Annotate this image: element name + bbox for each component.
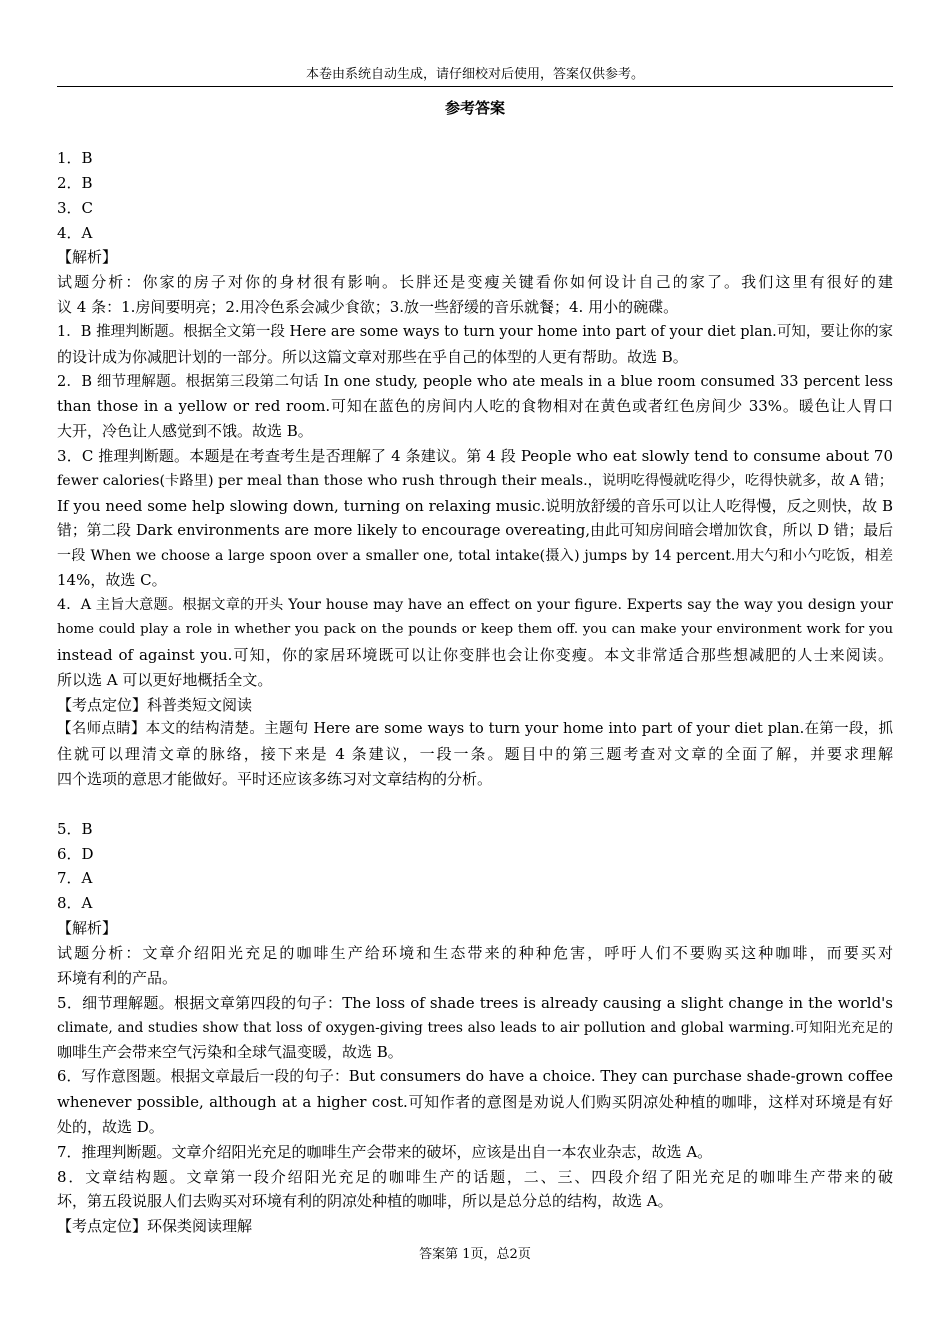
analysis-line: climate, and studies show that loss of oxygen-giving trees also leads to air pollution and global warming.可知阳光充足的: [57, 1019, 893, 1036]
teacher-note-line: 【名师点睛】本文的结构清楚。主题句 Here are some ways to turn your home into part of your diet plan.在第一段，抓: [57, 721, 893, 738]
analysis-line: 8．文章结构题。文章第一段介绍阳光充足的咖啡生产的话题，二、三、四段介绍了阳光充足的咖啡生产带来的破: [57, 1167, 893, 1186]
analysis-line: 7．推理判断题。文章介绍阳光充足的咖啡生产会带来的破坏，应该是出自一本农业杂志，故选 A。: [57, 1142, 713, 1161]
analysis-line: 的设计成为你减肥计划的一部分。所以这篇文章对那些在乎自己的体型的人更有帮助。故选 B。: [57, 347, 688, 366]
analysis-line: 咖啡生产会带来空气污染和全球气温变暖，故选 B。: [57, 1043, 403, 1062]
document-title: 参考答案: [444, 99, 505, 117]
analysis-tag: 【解析】: [57, 919, 118, 938]
answer-item: 8．A: [57, 894, 93, 913]
analysis-line: 环境有利的产品。: [57, 968, 178, 987]
page-footer: 答案第 1页，总2页: [419, 1247, 531, 1262]
analysis-line: 6．写作意图题。根据文章最后一段的句子：But consumers do have a choice. They can purchase shade-grown coffee: [57, 1068, 893, 1086]
analysis-line: home could play a role in whether you pack on the pounds or keep them off. you can make your environment work for you: [57, 622, 893, 638]
analysis-line: 2．B 细节理解题。根据第三段第二句话 In one study, people who ate meals in a blue room consumed 33 percent less: [57, 373, 893, 390]
section-spacer: [57, 792, 893, 817]
analysis-line: 14%，故选 C。: [57, 571, 167, 590]
analysis-line: 试题分析：文章介绍阳光充足的咖啡生产给环境和生态带来的种种危害，呼吁人们不要购买这种咖啡，而要买对: [57, 944, 893, 962]
analysis-line: fewer calories(卡路里) per meal than those who rush through their meals.，说明吃得慢就吃得少，吃得快就多，故 A 错；: [57, 472, 893, 489]
analysis-line: whenever possible, although at a higher cost.可知作者的意图是劝说人们购买阴凉处种植的咖啡，这样对环境是有好: [57, 1093, 893, 1112]
header-rule: [57, 86, 893, 87]
analysis-line: 试题分析：你家的房子对你的身材很有影响。长胖还是变瘦关键看你如何设计自己的家了。我们这里有很好的建: [57, 273, 893, 292]
topic-location: 【考点定位】科普类短文阅读: [57, 695, 253, 714]
analysis-line: 错；第二段 Dark environments are more likely to encourage overeating,由此可知房间暗会增加饮食，所以 D 错；最后: [57, 521, 893, 539]
answer-content: [57, 146, 893, 1239]
teacher-note-line: 住就可以理清文章的脉络，接下来是 4 条建议，一段一条。题目中的第三题考查对文章的全面了解，并要求理解: [57, 745, 893, 764]
analysis-line: 5．细节理解题。根据文章第四段的句子：The loss of shade trees is already causing a slight change in the world's: [57, 993, 893, 1012]
analysis-line: 坏，第五段说服人们去购买对环境有利的阴凉处种植的咖啡，所以是总分总的结构，故选 A。: [57, 1192, 673, 1211]
analysis-line: than those in a yellow or red room.可知在蓝色的房间内人吃的食物相对在黄色或者红色房间少 33%。暖色让人胃口: [57, 397, 893, 416]
analysis-line: 议 4 条：1.房间要明亮；2.用冷色系会减少食欲；3.放一些舒缓的音乐就餐；4. 用小的碗碟。: [57, 298, 679, 317]
teacher-note-line: 四个选项的意思才能做好。平时还应该多练习对文章结构的分析。: [57, 770, 493, 789]
answer-item: 5．B: [57, 819, 93, 838]
analysis-line: 处的，故选 D。: [57, 1117, 164, 1136]
analysis-line: 一段 When we choose a large spoon over a smaller one, total intake(摄入) jumps by 14 percent.用大勺和小勺吃饭，相差: [57, 547, 893, 564]
analysis-line: instead of against you.可知，你的家居环境既可以让你变胖也会让你变瘦。本文非常适合那些想减肥的人士来阅读。: [57, 645, 893, 664]
analysis-line: If you need some help slowing down, turning on relaxing music.说明放舒缓的音乐可以让人吃得慢，反之则快，故 B: [57, 496, 893, 515]
analysis-line: 3．C 推理判断题。本题是在考查考生是否理解了 4 条建议。第 4 段 People who eat slowly tend to consume about 70: [57, 447, 893, 466]
analysis-line: 大开，冷色让人感觉到不饿。故选 B。: [57, 422, 313, 441]
analysis-line: 4．A 主旨大意题。根据文章的开头 Your house may have an effect on your figure. Experts say the way you design your: [57, 597, 893, 614]
answer-item: 4．A: [57, 223, 93, 242]
answer-item: 6．D: [57, 844, 94, 863]
answer-item: 2．B: [57, 173, 93, 192]
analysis-tag: 【解析】: [57, 248, 118, 267]
analysis-line: 所以选 A 可以更好地概括全文。: [57, 670, 273, 689]
topic-location: 【考点定位】环保类阅读理解: [57, 1217, 253, 1236]
analysis-line: 1．B 推理判断题。根据全文第一段 Here are some ways to turn your home into part of your diet plan.可知，要让你的家: [57, 323, 893, 340]
header-note: 本卷由系统自动生成，请仔细校对后使用，答案仅供参考。: [305, 67, 644, 82]
answer-item: 3．C: [57, 198, 94, 217]
answer-item: 7．A: [57, 869, 93, 888]
answer-item: 1．B: [57, 149, 93, 167]
